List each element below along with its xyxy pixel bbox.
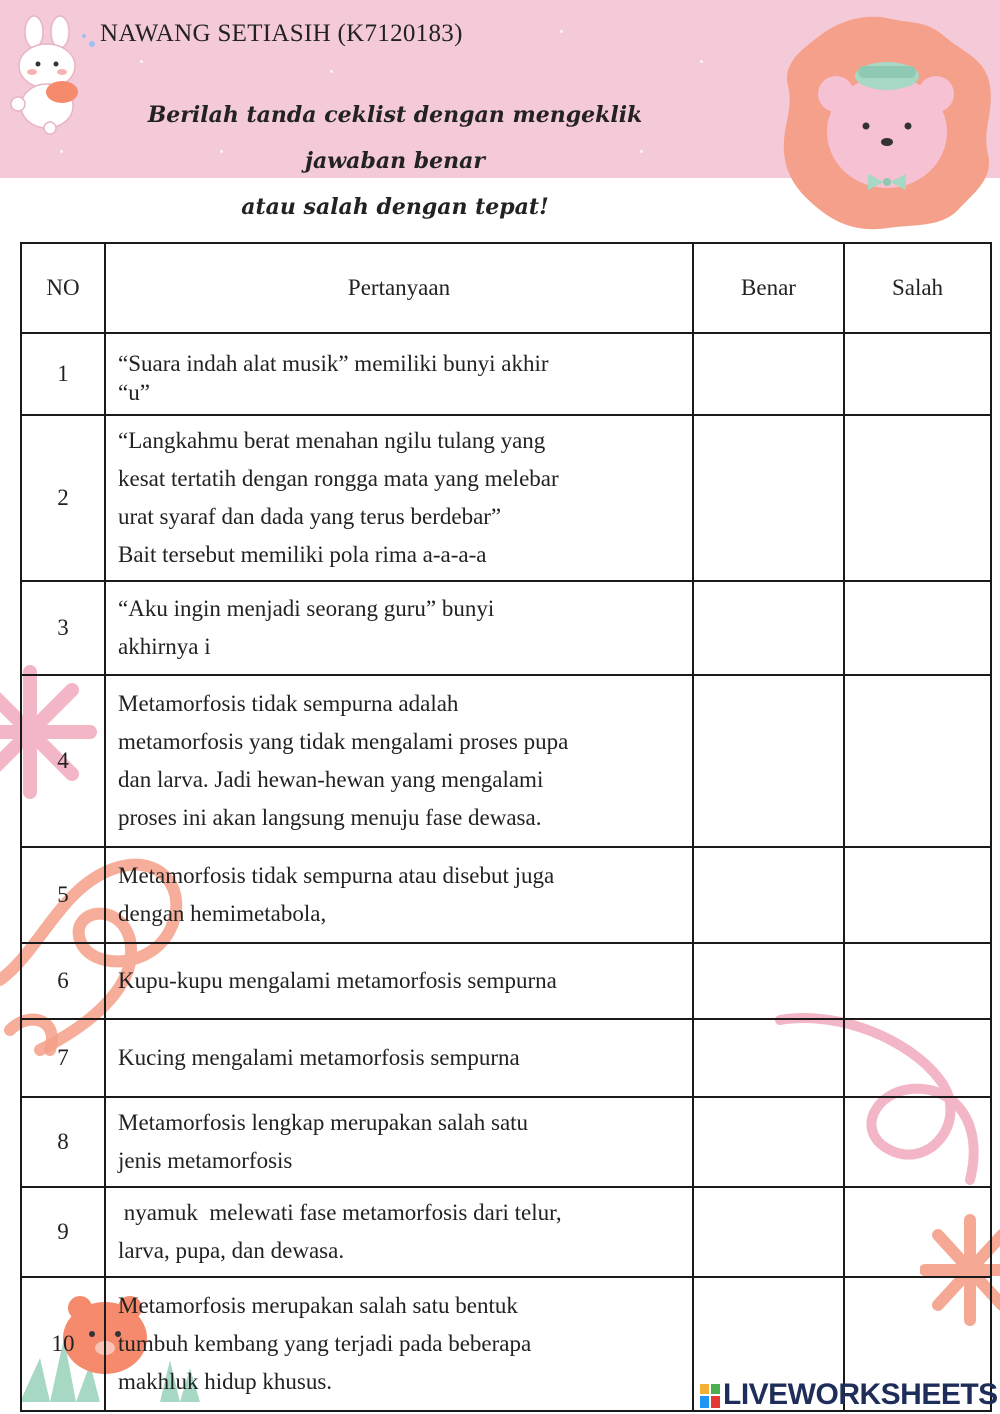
question-line: “u” [118,380,150,405]
answer-true-cell[interactable] [693,943,844,1019]
student-name: NAWANG SETIASIH (K7120183) [100,20,463,47]
answer-true-cell[interactable] [693,581,844,675]
bear-badge-icon [776,14,998,232]
question-text [105,1019,693,1097]
answer-false-cell[interactable] [844,333,991,415]
question-line: proses ini akan langsung menuju fase dewasa. [118,805,542,830]
answer-false-cell[interactable] [844,415,991,581]
question-line: Metamorfosis tidak sempurna adalah [118,691,459,716]
row-number: 2 [21,415,105,581]
row-number: 8 [21,1097,105,1187]
liveworksheets-brand[interactable] [700,1378,998,1412]
table-row [21,415,991,581]
question-text [105,333,693,415]
row-number: 4 [21,675,105,847]
answer-true-cell[interactable] [693,675,844,847]
question-line: Bait tersebut memiliki pola rima a-a-a-a [118,542,487,567]
question-text [105,943,693,1019]
table-row [21,333,991,415]
quiz-table [20,242,992,1412]
question-line: dan larva. Jadi hewan-hewan yang mengalami [118,767,544,792]
question-line: Metamorfosis merupakan salah satu bentuk [118,1293,518,1318]
header-false: Salah [844,243,991,333]
instruction-line-2: atau salah dengan tepat! [241,194,549,220]
row-number: 5 [21,847,105,943]
question-text [105,415,693,581]
question-line: Kucing mengalami metamorfosis sempurna [118,1045,520,1070]
question-line: tumbuh kembang yang terjadi pada beberapa [118,1331,532,1356]
header-true: Benar [693,243,844,333]
answer-false-cell[interactable] [844,581,991,675]
question-line: jenis metamorfosis [118,1148,293,1173]
answer-false-cell[interactable] [844,943,991,1019]
liveworksheets-logo-icon [700,1384,720,1408]
question-text [105,675,693,847]
question-line: “Langkahmu berat menahan ngilu tulang yang [118,428,546,453]
answer-false-cell[interactable] [844,1097,991,1187]
table-header-row [21,243,991,333]
row-number: 10 [21,1277,105,1411]
answer-true-cell[interactable] [693,333,844,415]
question-text [105,581,693,675]
question-line: nyamuk melewati fase metamorfosis dari telur, [118,1200,562,1225]
brand-text: LIVEWORKSHEETS [723,1378,998,1411]
question-text [105,1277,693,1411]
question-text [105,1187,693,1277]
answer-false-cell[interactable] [844,847,991,943]
table-row [21,581,991,675]
question-line: metamorfosis yang tidak mengalami proses pupa [118,729,569,754]
answer-true-cell[interactable] [693,1097,844,1187]
question-line: larva, pupa, dan dewasa. [118,1238,345,1263]
answer-false-cell[interactable] [844,1187,991,1277]
row-number: 9 [21,1187,105,1277]
table-row [21,847,991,943]
answer-true-cell[interactable] [693,847,844,943]
row-number: 1 [21,333,105,415]
question-line: Metamorfosis tidak sempurna atau disebut juga [118,863,555,888]
table-row [21,1187,991,1277]
header-question: Pertanyaan [105,243,693,333]
bunny-illustration-icon [4,14,104,136]
question-line: urat syaraf dan dada yang terus berdebar” [118,504,502,529]
header-no: NO [21,243,105,333]
question-line: “Suara indah alat musik” memiliki bunyi akhir [118,351,549,376]
answer-false-cell[interactable] [844,675,991,847]
question-line: dengan hemimetabola, [118,901,327,926]
row-number: 6 [21,943,105,1019]
table-row [21,943,991,1019]
question-line: “Aku ingin menjadi seorang guru” bunyi [118,596,495,621]
question-line: Kupu-kupu mengalami metamorfosis sempurna [118,968,557,993]
row-number: 3 [21,581,105,675]
answer-true-cell[interactable] [693,1187,844,1277]
instruction-line-1: Berilah tanda ceklist dengan mengeklik jawaban benar [147,102,643,174]
answer-true-cell[interactable] [693,415,844,581]
row-number: 7 [21,1019,105,1097]
question-line: makhluk hidup khusus. [118,1369,333,1394]
table-row [21,675,991,847]
question-text [105,847,693,943]
instruction-text [110,92,680,230]
question-line: Metamorfosis lengkap merupakan salah satu [118,1110,529,1135]
question-text [105,1097,693,1187]
question-line: akhirnya i [118,634,211,659]
table-row [21,1019,991,1097]
question-line: kesat tertatih dengan rongga mata yang melebar [118,466,559,491]
table-row [21,1097,991,1187]
answer-true-cell[interactable] [693,1019,844,1097]
answer-false-cell[interactable] [844,1019,991,1097]
